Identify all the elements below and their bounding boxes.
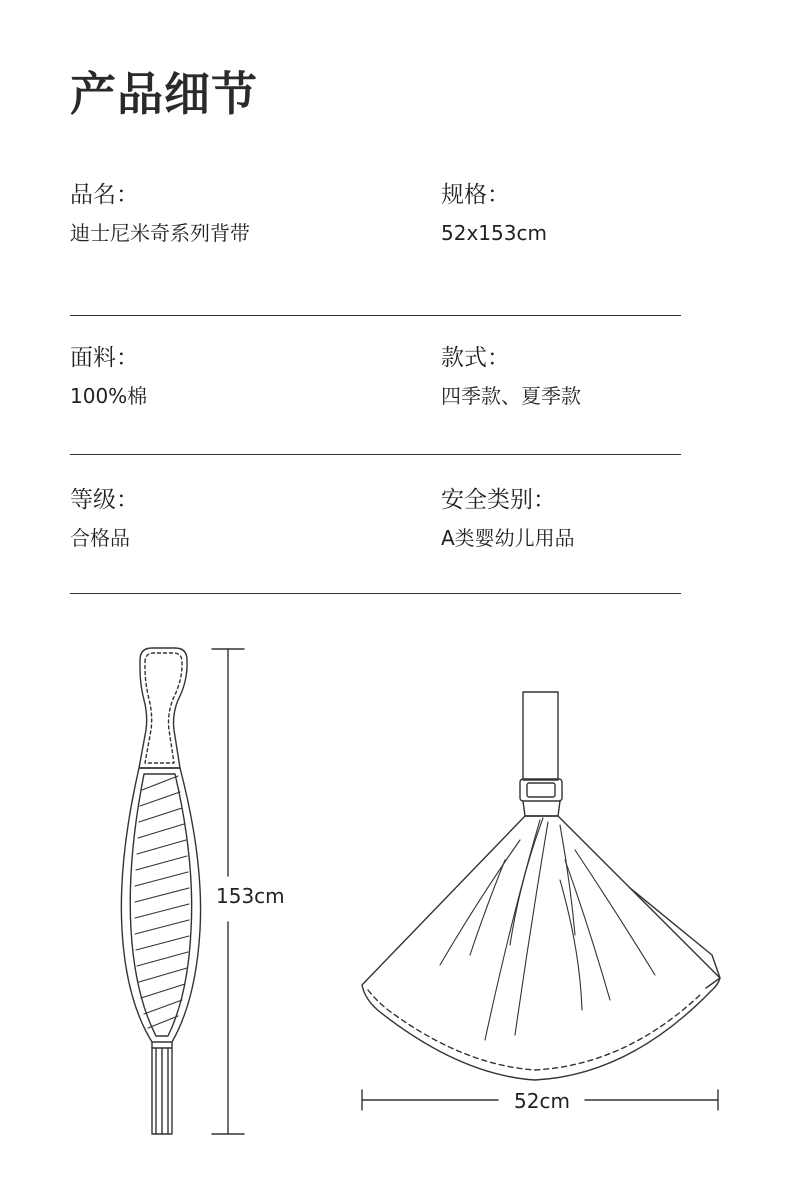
spec-value: 100%棉 [70,384,148,408]
sling-folded-drawing [121,648,200,1134]
width-dimension-label: 52cm [508,1089,576,1113]
sling-open-drawing [362,692,720,1080]
page-title: 产品细节 [70,67,258,121]
spec-label: 等级： [70,487,139,513]
spec-value: A类婴幼儿用品 [441,526,575,550]
spec-label: 规格： [441,182,510,208]
spec-label: 品名： [70,182,139,208]
sling-stripes [135,776,189,1028]
spec-label: 面料： [70,345,139,371]
sling-body-inner [130,774,191,1036]
spec-label: 款式： [441,345,510,371]
spec-label: 安全类别： [441,487,556,513]
spec-value: 52x153cm [441,221,547,245]
sling-fan-body [362,816,720,1080]
sling-hem-stitch [368,990,700,1070]
spec-value: 合格品 [70,526,130,550]
spec-value: 四季款、夏季款 [441,384,581,408]
sling-fold-lines [440,818,655,1040]
sling-back-flap [630,888,720,988]
sling-body-outer [121,768,200,1042]
spec-value: 迪士尼米奇系列背带 [70,221,250,245]
sling-shoulder-pad [139,648,187,768]
length-dimension-label: 153cm [210,884,291,908]
sling-strap [523,692,558,780]
